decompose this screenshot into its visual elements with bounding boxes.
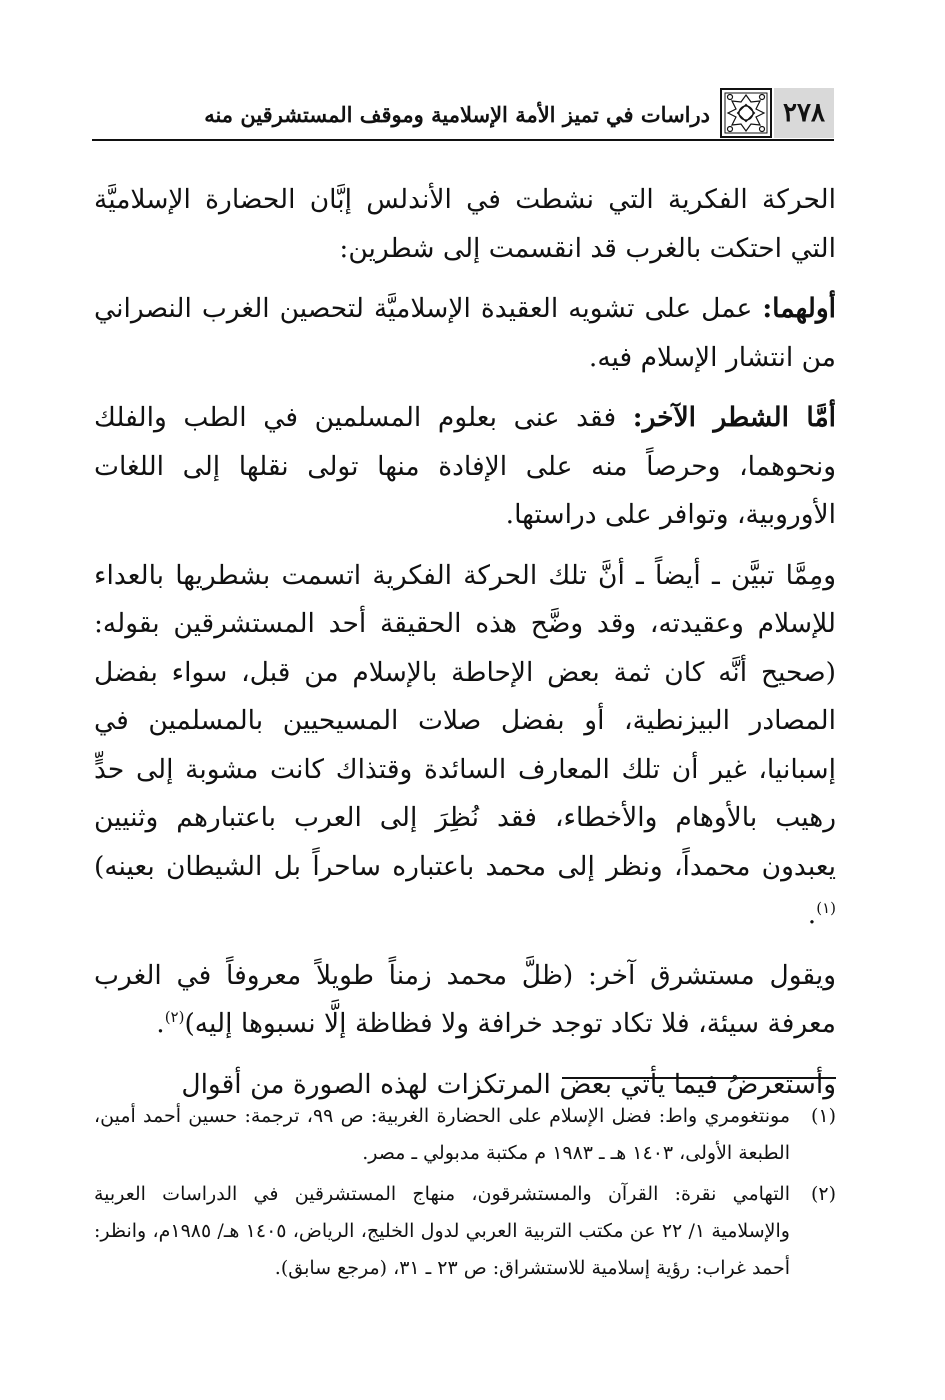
footnote-number: (٢) bbox=[810, 1183, 836, 1205]
paragraph-4 bbox=[94, 552, 836, 940]
paragraph-5-text: ويقول مستشرق آخر: (ظلَّ محمد زمناً طويلاً معروفاً في الغرب معرفة سيئة، فلا تكاد توجد خرافة ولا فظاظة إلَّا نسبوها إليه) bbox=[94, 959, 836, 1039]
main-text bbox=[94, 176, 836, 1121]
paragraph-1: الحركة الفكرية التي نشطت في الأندلس إبَّان الحضارة الإسلاميَّة التي احتكت بالغرب قد انقسمت إلى شطرين: bbox=[94, 184, 836, 264]
footnote-ref-1[interactable]: (١) bbox=[816, 899, 836, 918]
paragraph-2 bbox=[94, 285, 836, 382]
paragraph-2-lead: أولهما: bbox=[762, 293, 836, 324]
footnotes bbox=[94, 1098, 836, 1291]
paragraph-3 bbox=[94, 394, 836, 540]
footnote-ref-2[interactable]: (٢) bbox=[164, 1008, 185, 1027]
arabesque-ornament-icon bbox=[720, 88, 772, 138]
paragraph-4-end: . bbox=[807, 899, 817, 930]
paragraph-4-text: ومِمَّا تبيَّن ـ أيضاً ـ أنَّ تلك الحركة الفكرية اتسمت بشطريها بالعداء للإسلام وعقيدته، وقد وضَّح هذه الحقيقة أحد المستشرقين بقوله: (صحيح أنَّه كان ثمة بعض الإحاطة بالإسلام من قبل، سواء بفضل المصادر البيزنطية، أو بفضل صلات المسيحيين بالمسلمين في إسبانيا، غير أن تلك المعارف السائدة وقتذاك كانت مشوبة إلى حدٍّ رهيب بالأوهام والأخطاء، فقد نُظِرَ إلى العرب باعتبارهم وثنيين يعبدون محمداً، ونظر إلى محمد باعتباره ساحراً بل الشيطان بعينه) bbox=[94, 559, 836, 882]
paragraph-3-lead: أمَّا الشطر الآخر: bbox=[632, 402, 837, 433]
footnote-text: التهامي نقرة: القرآن والمستشرقون، منهاج المستشرقين في الدراسات العربية والإسلامية ١/ ٢٢ عن مكتب التربية العربي لدول الخليج، الرياض، ١٤٠٥ هـ/ ١٩٨٥م، وانظر: أحمد غراب: رؤية إسلامية للاستشراق: ص ٢٣ ـ ٣١، (مرجع سابق). bbox=[94, 1183, 790, 1279]
paragraph-5-end: . bbox=[156, 1008, 165, 1039]
running-title: دراسات في تميز الأمة الإسلامية وموقف المستشرقين منه bbox=[204, 102, 710, 127]
paragraph-5 bbox=[94, 952, 836, 1049]
page-header bbox=[92, 88, 834, 140]
page-number: ٢٧٨ bbox=[774, 88, 834, 138]
paragraph-3-text: فقد عنى بعلوم المسلمين في الطب والفلك ونحوهما، وحرصاً منه على الإفادة منها تولى نقلها إلى اللغات الأوروبية، وتوافر على دراستها. bbox=[94, 402, 836, 530]
paragraph-6: وأستعرضُ فيما يأتي بعض المرتكزات لهذه الصورة من أقوال bbox=[181, 1068, 836, 1100]
footnote-rule bbox=[562, 1077, 836, 1079]
footnote-text: مونتغومري واط: فضل الإسلام على الحضارة الغربية: ص ٩٩، ترجمة: حسين أحمد أمين، الطبعة الأولى، ١٤٠٣ هـ ـ ١٩٨٣ م مكتبة مدبولي ـ مصر. bbox=[94, 1105, 790, 1164]
footnote-2 bbox=[94, 1176, 836, 1287]
header-rule bbox=[92, 139, 834, 141]
paragraph-2-text: عمل على تشويه العقيدة الإسلاميَّة لتحصين الغرب النصراني من انتشار الإسلام فيه. bbox=[94, 293, 836, 373]
footnote-1 bbox=[94, 1098, 836, 1172]
footnote-number: (١) bbox=[810, 1105, 836, 1127]
